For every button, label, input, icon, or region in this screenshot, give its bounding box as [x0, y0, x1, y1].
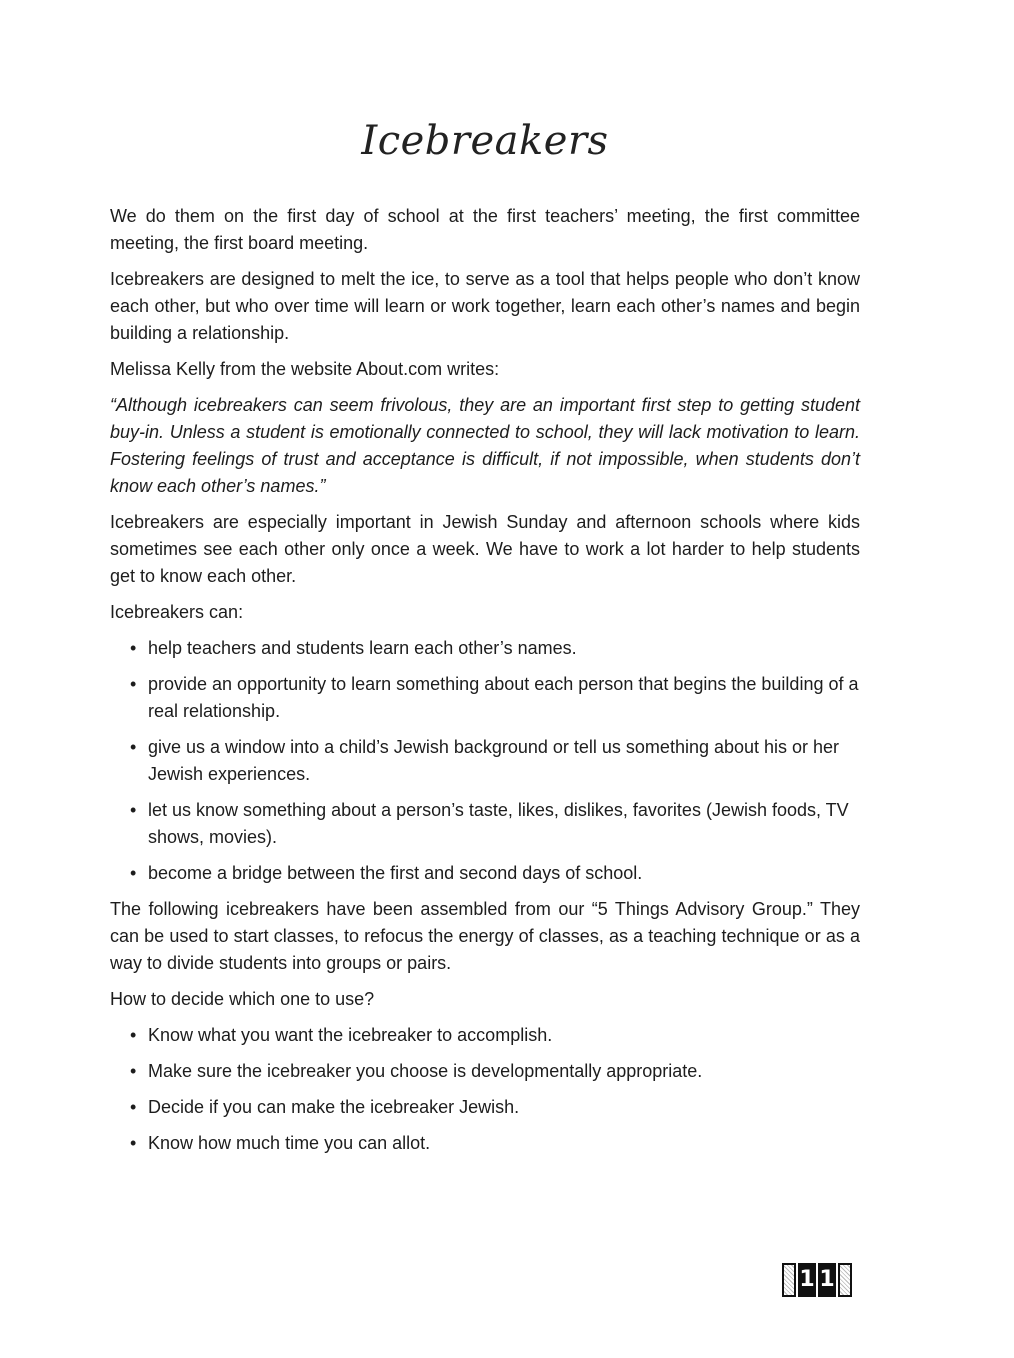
bullet-icon: • [130, 1133, 137, 1153]
list-item: • help teachers and students learn each other’s names. [130, 635, 860, 662]
page-title: Icebreakers [361, 118, 609, 164]
list-item: • Decide if you can make the icebreaker Jewish. [130, 1094, 860, 1121]
page-number-digit: 1 [798, 1263, 816, 1297]
page-number-digit: 1 [818, 1263, 836, 1297]
decide-paragraph: How to decide which one to use? [110, 989, 375, 1009]
list-item: • let us know something about a person’s taste, likes, dislikes, favorites (Jewish foods, TV shows, movies). [130, 797, 860, 851]
source-paragraph: Melissa Kelly from the website About.com writes: [110, 359, 500, 379]
list-item: • become a bridge between the first and second days of school. [130, 860, 860, 887]
page-number [782, 1263, 852, 1297]
bullet-icon: • [130, 737, 137, 757]
importance-paragraph: Icebreakers are especially important in Jewish Sunday and afternoon schools where kids sometimes see each other only once a week. We have to work a lot harder to help students get to know each other. [110, 512, 860, 586]
bullet-icon: • [130, 1061, 137, 1081]
bullet-icon: • [130, 638, 137, 658]
list-item: • Make sure the icebreaker you choose is developmentally appropriate. [130, 1058, 860, 1085]
decision-list [110, 1022, 860, 1157]
bullet-icon: • [130, 863, 137, 883]
page-number-left-ornament [782, 1263, 796, 1297]
list-item: • Know how much time you can allot. [130, 1130, 860, 1157]
page-number-right-ornament [838, 1263, 852, 1297]
intro-paragraph: We do them on the first day of school at the first teachers’ meeting, the first committee meeting, the first board meeting. [110, 206, 860, 253]
bullet-icon: • [130, 1097, 137, 1117]
bullet-icon: • [130, 674, 137, 694]
list-item: • provide an opportunity to learn something about each person that begins the building of a real relationship. [130, 671, 860, 725]
benefits-list [110, 635, 860, 887]
bullet-icon: • [130, 1025, 137, 1045]
bullet-icon: • [130, 800, 137, 820]
list-item: • Know what you want the icebreaker to accomplish. [130, 1022, 860, 1049]
assembled-paragraph: The following icebreakers have been assembled from our “5 Things Advisory Group.” They can be used to start classes, to refocus the energy of classes, as a teaching technique or as a way to divide students into groups or pairs. [110, 899, 860, 973]
body-text [110, 203, 860, 1166]
quote-paragraph: “Although icebreakers can seem frivolous, they are an important first step to getting student buy-in. Unless a student is emotionally connected to school, they will lack motivation to learn. Fostering feelings of trust and acceptance is difficult, if not impossible, when students don’t know each other’s names.” [110, 395, 860, 496]
list-item: • give us a window into a child’s Jewish background or tell us something about his or her Jewish experiences. [130, 734, 860, 788]
list-intro: Icebreakers can: [110, 602, 244, 622]
definition-paragraph: Icebreakers are designed to melt the ice, to serve as a tool that helps people who don’t know each other, but who over time will learn or work together, learn each other’s names and begin building a relationship. [110, 269, 860, 343]
